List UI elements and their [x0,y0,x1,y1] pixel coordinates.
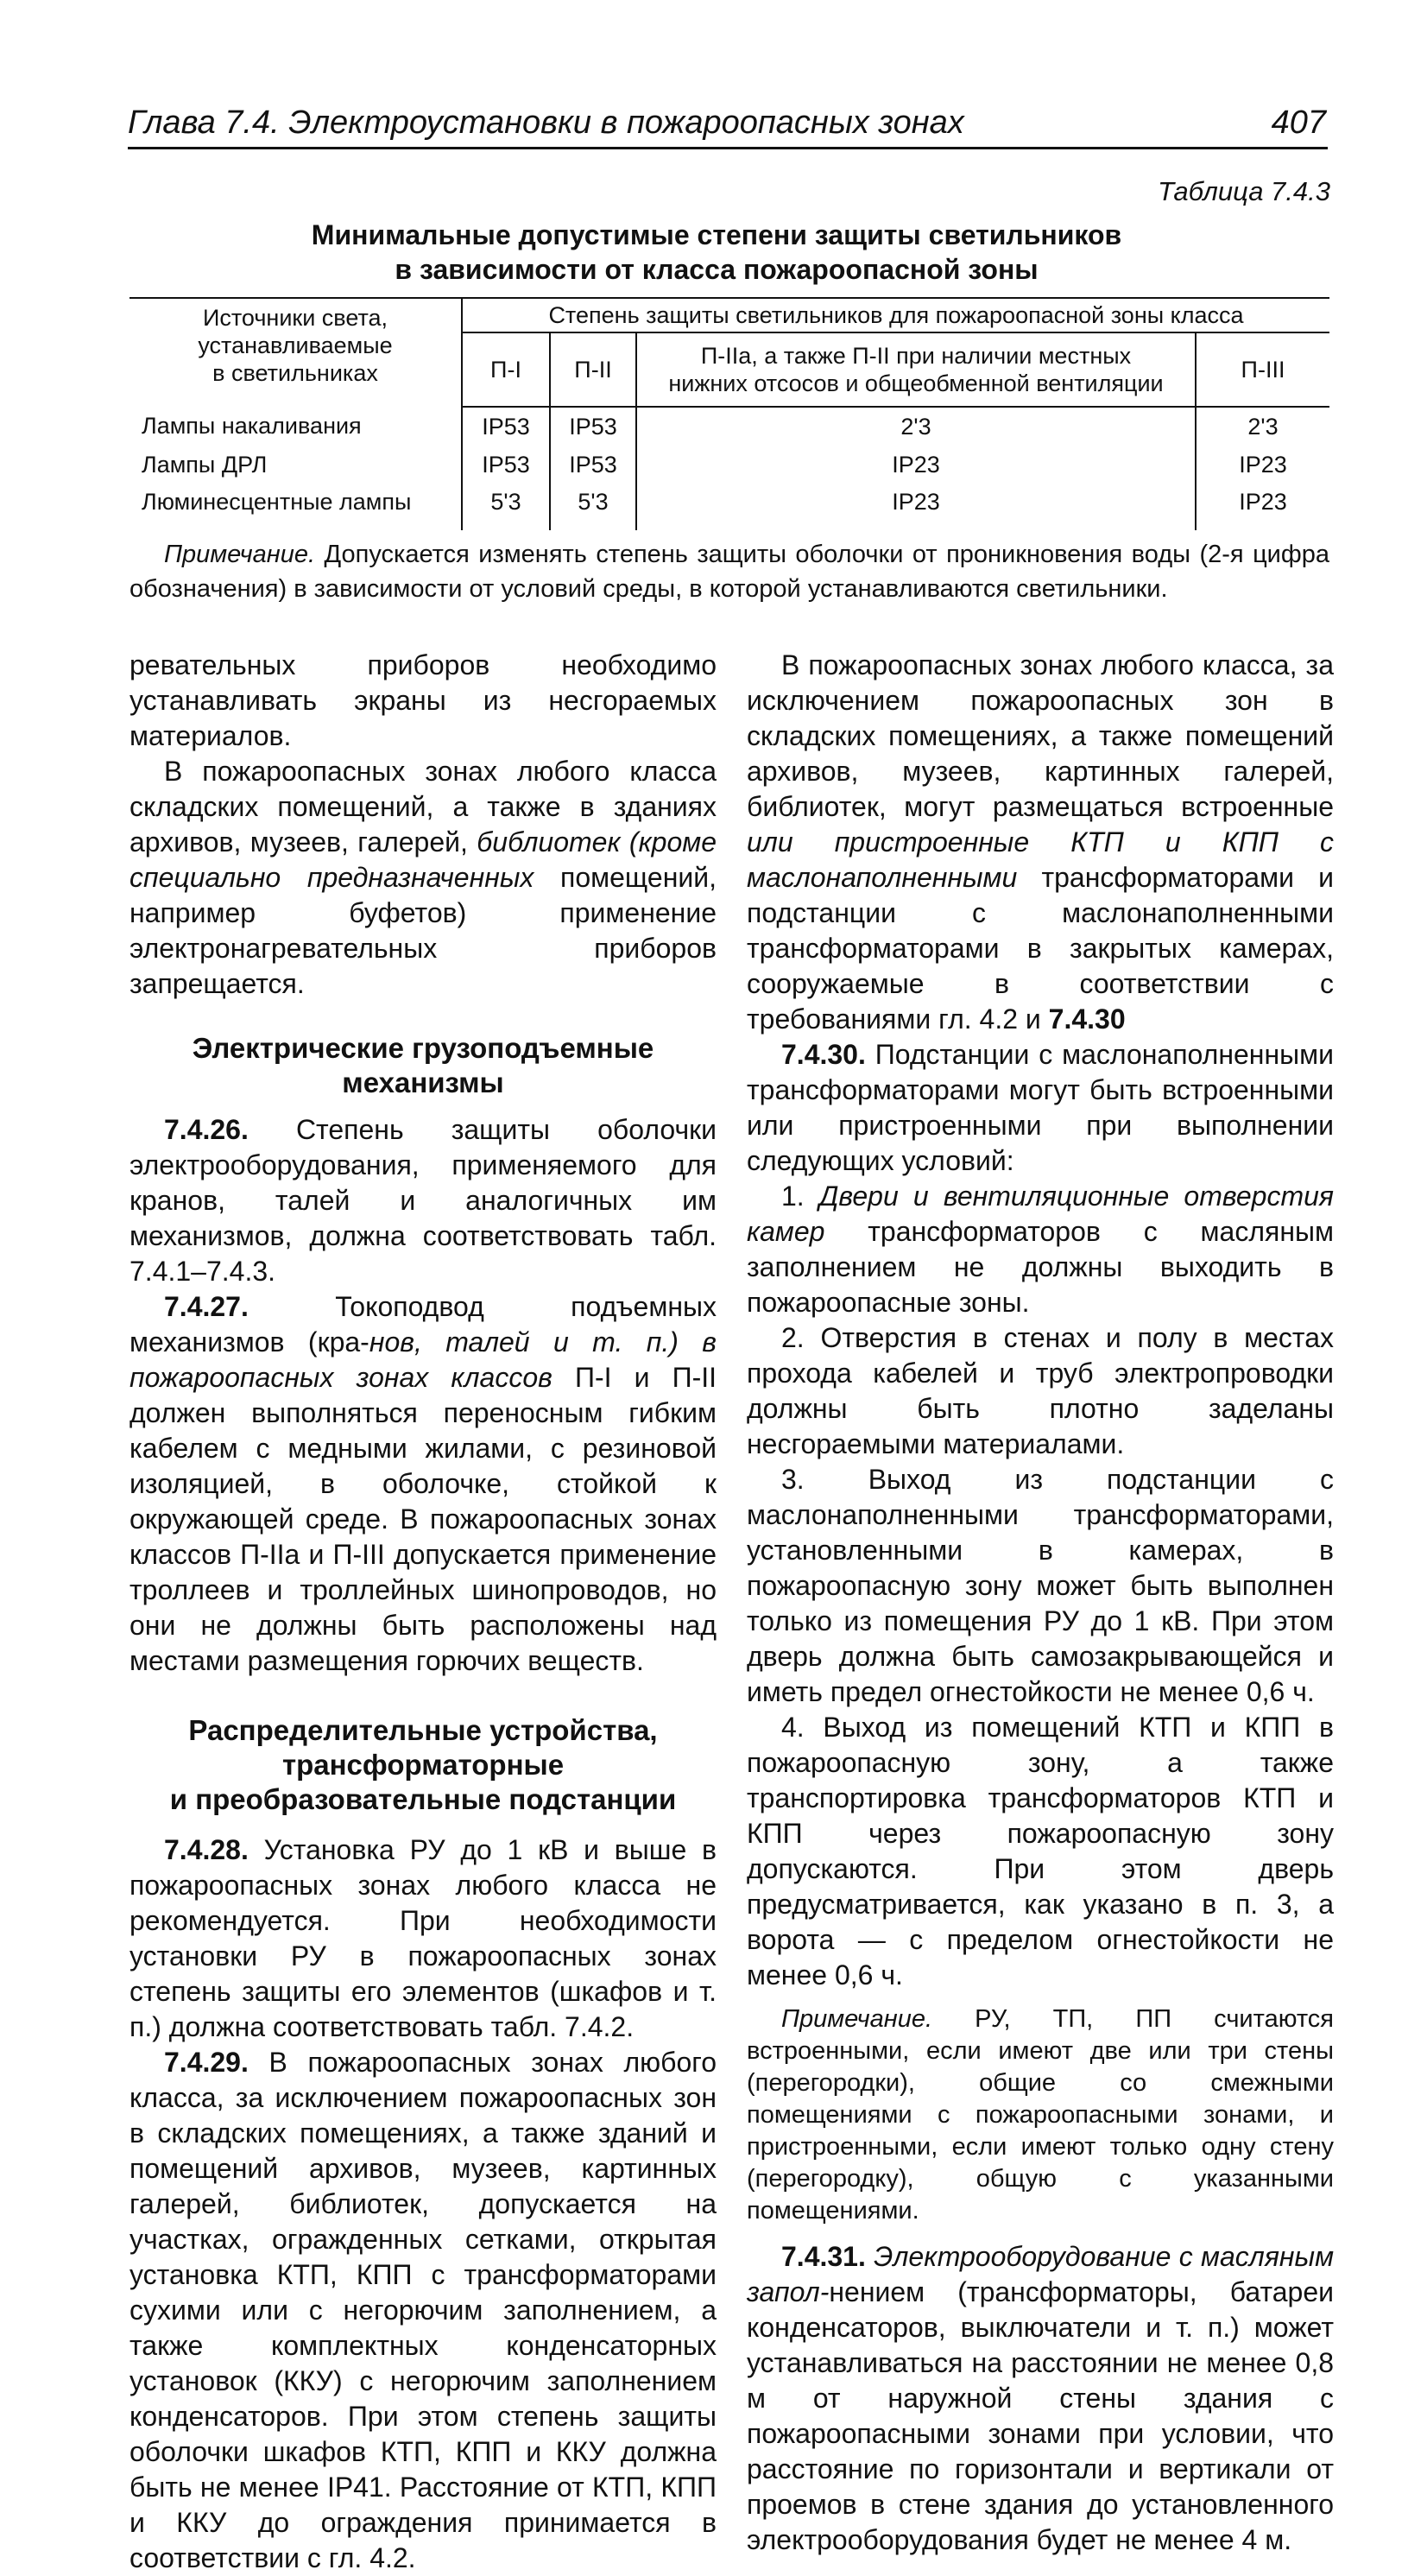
header-line: П-IIa, а также П-II при наличии местных [700,343,1132,369]
right-column [747,648,1334,2558]
protection-table [129,297,1329,530]
header-p3: П-III [1196,332,1329,407]
paragraph-text: трансформаторов с масляным заполнением не должны выходить в пожароопасные зоны. [747,1216,1334,1318]
clause-7-4-30 [747,1037,1334,1179]
cell-p2a: 2'3 [636,407,1196,446]
note-label: Примечание. [781,2005,933,2033]
header-line: устанавливаемые [198,332,393,358]
header-line: нижних отсосов и общеобменной вентиляции [668,370,1164,396]
cell-p3: IP23 [1196,484,1329,530]
table-title-line: в зависимости от класса пожароопасной зоны [395,254,1039,285]
header-protection-group: Степень защиты светильников для пожароопасной зоны класса [462,298,1329,332]
paragraph-text: 1. [781,1180,819,1212]
note-text: РУ, ТП, ПП считаются встроенными, если имеют две или три стены (перегородки), общие со смежными помещениями с пожароопасными зонами, и пристроенными, если имеют только одну стену (перегородку), общую с указанными помещениями. [747,2005,1334,2225]
cell-p1: 5'3 [462,484,550,530]
cell-p1: IP53 [462,446,550,484]
paragraph-text: П-I и П-II должен выполняться переносным гибким кабелем с медными жилами, с резиновой изоляцией, в оболочке, стойкой к окружающей среде. В пожароопасных зонах классов П-IIa и П-III допускается применение троллеев и троллейных шинопроводов, но они не должны быть расположены над местами размещения горючих веществ. [129,1362,717,1676]
table-note-label: Примечание. [164,541,316,568]
section-heading: Электрические грузоподъемные механизмы [192,1032,654,1098]
table-title-line: Минимальные допустимые степени защиты светильников [311,219,1122,250]
paragraph-italic-text: библиотек (кроме специально предназначенных [129,826,717,893]
paragraph-text: Степень защиты оболочки электрооборудования, применяемого для кранов, талей и аналогичных им механизмов, должна соответствовать табл. 7.4.1–7.4.3. [129,1114,717,1287]
table-row [129,484,1329,530]
paragraph-text: трансформаторами и подстанции с маслонаполненными трансформаторами в закрытых камерах, сооружаемые в соответствии с требованиями гл. 4.2 и [747,862,1334,1035]
paragraph-italic-text: или пристроенные КТП и КПП с маслонаполненными [747,826,1334,893]
clause-7-4-28 [129,1832,717,2045]
paragraph-text: Подстанции с маслонаполненными трансформаторами могут быть встроенными или пристроенными при выполнении следующих условий: [747,1039,1334,1176]
paragraph-italic-text: Электрооборудование с масляным запол- [747,2241,1334,2307]
section-note [747,2003,1334,2227]
paragraph-italic-text: нов, талей и т. п.) в пожароопасных зонах классов [129,1326,717,1393]
header-line: в светильниках [212,360,378,386]
clause-number: 7.4.30. [781,1039,866,1070]
page-number: 407 [1271,104,1326,141]
clause-7-4-27 [129,1289,717,1679]
cell-p2: IP53 [550,446,636,484]
header-light-source [129,298,462,407]
heading-line: и преобразовательные подстанции [169,1783,677,1815]
clause-7-4-26 [129,1112,717,1289]
table-note-text: Допускается изменять степень защиты оболочки от проникновения воды (2-я цифра обозначения) в зависимости от условий среды, в которой устанавливаются светильники. [129,541,1329,603]
paragraph: ревательных приборов необходимо устанавливать экраны из несгораемых материалов. [129,649,717,751]
cell-source: Лампы накаливания [142,413,362,439]
table-title [259,218,1174,287]
header-line: Источники света, [202,305,388,331]
chapter-title: Глава 7.4. Электроустановки в пожароопасных зонах [128,104,964,141]
header-p2: П-II [550,332,636,407]
cell-source: Люминесцентные лампы [142,489,412,515]
section-heading [129,1713,717,1817]
paragraph [747,648,1334,1037]
paragraph-text: В пожароопасных зонах любого класса, за исключением пожароопасных зон в складских помещениях, а также помещений архивов, музеев, картинных галерей, библиотек, могут размещаться встроенные [747,649,1334,822]
heading-line: Распределительные устройства, [188,1714,658,1746]
paragraph-text: В пожароопасных зонах любого класса, за исключением пожароопасных зон в складских помещениях, а также зданий и помещений архивов, музеев, картинных галерей, библиотек, допускается на участках, огражденных сетками, открытая установка КТП, КПП с трансформаторами сухими или с негорючим заполнением, а также комплектных конденсаторных установок (ККУ) с негорючим заполнением конденсаторов. При этом степень защиты оболочки шкафов КТП, КПП и ККУ должна быть не менее IP41. Расстояние от КТП, КПП и ККУ до ограждения принимается в соответствии с гл. 4.2. [129,2047,717,2573]
clause-7-4-29 [129,2045,717,2576]
paragraph-text: нением (трансформаторы, батареи конденсаторов, выключатели и т. п.) может устанавливаться на расстоянии не менее 0,8 м от наружной стены здания с пожароопасными зонами при условии, что расстояние по горизонтали и вертикали от проемов в стене здания до установленного электрооборудования будет не менее 4 м. [747,2276,1334,2555]
running-header [128,102,1328,149]
header-p1: П-I [462,332,550,407]
cell-p2: 5'3 [550,484,636,530]
left-column [129,648,717,2576]
heading-line: трансформаторные [281,1749,565,1781]
cell-p2a: IP23 [636,484,1196,530]
list-item: 3. Выход из подстанции с маслонаполненными трансформаторами, установленными в камерах, в пожароопасную зону может быть выполнен только из помещения РУ до 1 кВ. При этом дверь должна быть самозакрывающейся и иметь предел огнестойкости не менее 0,6 ч. [747,1464,1334,1707]
cell-p1: IP53 [462,407,550,446]
cell-p2: IP53 [550,407,636,446]
cell-source: Лампы ДРЛ [142,451,268,478]
header-p2a [636,332,1196,407]
table-note [129,537,1329,606]
paragraph [129,754,717,1002]
cell-p3: IP23 [1196,446,1329,484]
clause-reference: 7.4.30 [1048,1003,1126,1035]
clause-number: 7.4.31. [781,2241,866,2272]
paragraph-text: Токоподвод подъемных механизмов (кра- [129,1291,717,1358]
table-row [129,407,1329,446]
paragraph-text: В пожароопасных зонах любого класса складских помещений, а также в зданиях архивов, музеев, галерей, [129,756,717,858]
clause-number: 7.4.29. [164,2047,249,2078]
cell-p3: 2'3 [1196,407,1329,446]
cell-p2a: IP23 [636,446,1196,484]
table-row [129,446,1329,484]
paragraph-text: Установка РУ до 1 кВ и выше в пожароопасных зонах любого класса не рекомендуется. При необходимости установки РУ в пожароопасных зонах степень защиты его элементов (шкафов и т. п.) должна соответствовать табл. 7.4.2. [129,1834,717,2042]
clause-number: 7.4.26. [164,1114,249,1145]
list-item: 4. Выход из помещений КТП и КПП в пожароопасную зону, а также транспортировка трансформаторов КТП и КПП через пожароопасную зону допускаются. При этом дверь предусматривается, как указано в п. 3, а ворота — с пределом огнестойкости не менее 0,6 ч. [747,1712,1334,1991]
table-label: Таблица 7.4.3 [1158,176,1330,206]
paragraph-text: помещений, например буфетов) применение электронагревательных приборов запрещается. [129,862,717,999]
clause-number: 7.4.28. [164,1834,249,1865]
clause-7-4-31 [747,2239,1334,2558]
paragraph-italic-text: Двери и вентиляционные отверстия камер [747,1180,1335,1247]
list-item: 2. Отверстия в стенах и полу в местах прохода кабелей и труб электропроводки должны быть плотно заделаны несгораемыми материалами. [747,1322,1334,1459]
list-item [747,1179,1334,1320]
clause-number: 7.4.27. [164,1291,249,1322]
